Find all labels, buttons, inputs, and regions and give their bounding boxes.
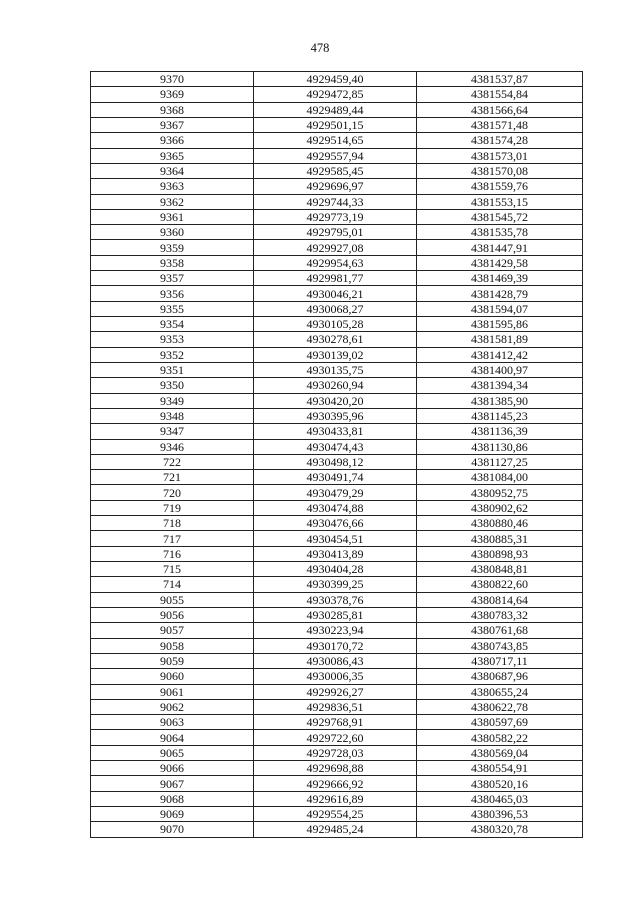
y-coordinate-cell: 4381385,90 — [417, 393, 583, 408]
table-row — [91, 179, 583, 194]
x-coordinate-cell: 4930491,74 — [254, 470, 417, 485]
x-coordinate-cell: 4929768,91 — [254, 715, 417, 730]
x-coordinate-cell: 4930433,81 — [254, 424, 417, 439]
point-number-cell: 9058 — [91, 638, 254, 653]
y-coordinate-cell: 4381573,01 — [417, 148, 583, 163]
y-coordinate-cell: 4380655,24 — [417, 684, 583, 699]
table-row — [91, 807, 583, 822]
point-number-cell: 9348 — [91, 408, 254, 423]
point-number-cell: 720 — [91, 485, 254, 500]
x-coordinate-cell: 4929836,51 — [254, 699, 417, 714]
y-coordinate-cell: 4381400,97 — [417, 362, 583, 377]
table-row — [91, 684, 583, 699]
point-number-cell: 9057 — [91, 623, 254, 638]
point-number-cell: 9354 — [91, 317, 254, 332]
y-coordinate-cell: 4381412,42 — [417, 347, 583, 362]
table-row — [91, 209, 583, 224]
y-coordinate-cell: 4380597,69 — [417, 715, 583, 730]
y-coordinate-cell: 4380885,31 — [417, 531, 583, 546]
y-coordinate-cell: 4380902,62 — [417, 500, 583, 515]
point-number-cell: 9370 — [91, 72, 254, 87]
table-row — [91, 730, 583, 745]
point-number-cell: 9356 — [91, 286, 254, 301]
y-coordinate-cell: 4380520,16 — [417, 776, 583, 791]
x-coordinate-cell: 4930278,61 — [254, 332, 417, 347]
x-coordinate-cell: 4930454,51 — [254, 531, 417, 546]
x-coordinate-cell: 4929514,65 — [254, 133, 417, 148]
point-number-cell: 9065 — [91, 745, 254, 760]
table-row — [91, 715, 583, 730]
y-coordinate-cell: 4381537,87 — [417, 72, 583, 87]
y-coordinate-cell: 4380822,60 — [417, 577, 583, 592]
x-coordinate-cell: 4930135,75 — [254, 362, 417, 377]
point-number-cell: 9358 — [91, 255, 254, 270]
point-number-cell: 9353 — [91, 332, 254, 347]
x-coordinate-cell: 4929698,88 — [254, 761, 417, 776]
y-coordinate-cell: 4381571,48 — [417, 117, 583, 132]
y-coordinate-cell: 4380396,53 — [417, 807, 583, 822]
y-coordinate-cell: 4381594,07 — [417, 301, 583, 316]
point-number-cell: 9355 — [91, 301, 254, 316]
point-number-cell: 9369 — [91, 87, 254, 102]
x-coordinate-cell: 4930498,12 — [254, 454, 417, 469]
point-number-cell: 9366 — [91, 133, 254, 148]
x-coordinate-cell: 4930223,94 — [254, 623, 417, 638]
table-row — [91, 791, 583, 806]
point-number-cell: 719 — [91, 500, 254, 515]
table-row — [91, 516, 583, 531]
table-row — [91, 623, 583, 638]
point-number-cell: 9062 — [91, 699, 254, 714]
x-coordinate-cell: 4929981,77 — [254, 271, 417, 286]
table-row — [91, 500, 583, 515]
table-row — [91, 745, 583, 760]
point-number-cell: 715 — [91, 562, 254, 577]
page-number: 478 — [310, 41, 330, 55]
x-coordinate-cell: 4929501,15 — [254, 117, 417, 132]
table-row — [91, 577, 583, 592]
x-coordinate-cell: 4930068,27 — [254, 301, 417, 316]
x-coordinate-cell: 4929554,25 — [254, 807, 417, 822]
y-coordinate-cell: 4380320,78 — [417, 822, 583, 837]
x-coordinate-cell: 4930139,02 — [254, 347, 417, 362]
x-coordinate-cell: 4929744,33 — [254, 194, 417, 209]
table-row — [91, 255, 583, 270]
table-row — [91, 301, 583, 316]
table-row — [91, 761, 583, 776]
y-coordinate-cell: 4381535,78 — [417, 225, 583, 240]
table-row — [91, 424, 583, 439]
y-coordinate-cell: 4381559,76 — [417, 179, 583, 194]
table-row — [91, 286, 583, 301]
x-coordinate-cell: 4929696,97 — [254, 179, 417, 194]
table-row — [91, 699, 583, 714]
y-coordinate-cell: 4380814,64 — [417, 592, 583, 607]
point-number-cell: 9347 — [91, 424, 254, 439]
x-coordinate-cell: 4929795,01 — [254, 225, 417, 240]
table-row — [91, 485, 583, 500]
point-number-cell: 9066 — [91, 761, 254, 776]
y-coordinate-cell: 4380465,03 — [417, 791, 583, 806]
x-coordinate-cell: 4930260,94 — [254, 378, 417, 393]
y-coordinate-cell: 4380569,04 — [417, 745, 583, 760]
x-coordinate-cell: 4929489,44 — [254, 102, 417, 117]
x-coordinate-cell: 4930105,28 — [254, 317, 417, 332]
table-row — [91, 102, 583, 117]
point-number-cell: 9069 — [91, 807, 254, 822]
y-coordinate-cell: 4380622,78 — [417, 699, 583, 714]
point-number-cell: 9067 — [91, 776, 254, 791]
x-coordinate-cell: 4930399,25 — [254, 577, 417, 592]
y-coordinate-cell: 4381581,89 — [417, 332, 583, 347]
x-coordinate-cell: 4930170,72 — [254, 638, 417, 653]
table-row — [91, 546, 583, 561]
y-coordinate-cell: 4381570,08 — [417, 163, 583, 178]
point-number-cell: 9346 — [91, 439, 254, 454]
y-coordinate-cell: 4381394,34 — [417, 378, 583, 393]
x-coordinate-cell: 4929722,60 — [254, 730, 417, 745]
y-coordinate-cell: 4380848,81 — [417, 562, 583, 577]
table-row — [91, 378, 583, 393]
point-number-cell: 9351 — [91, 362, 254, 377]
table-row — [91, 454, 583, 469]
point-number-cell: 9363 — [91, 179, 254, 194]
x-coordinate-cell: 4929472,85 — [254, 87, 417, 102]
point-number-cell: 9349 — [91, 393, 254, 408]
y-coordinate-cell: 4381595,86 — [417, 317, 583, 332]
x-coordinate-cell: 4929616,89 — [254, 791, 417, 806]
point-number-cell: 9352 — [91, 347, 254, 362]
table-row — [91, 271, 583, 286]
point-number-cell: 9365 — [91, 148, 254, 163]
x-coordinate-cell: 4929728,03 — [254, 745, 417, 760]
point-number-cell: 717 — [91, 531, 254, 546]
y-coordinate-cell: 4380761,68 — [417, 623, 583, 638]
table-row — [91, 148, 583, 163]
y-coordinate-cell: 4380898,93 — [417, 546, 583, 561]
y-coordinate-cell: 4381136,39 — [417, 424, 583, 439]
table-row — [91, 332, 583, 347]
x-coordinate-cell: 4930479,29 — [254, 485, 417, 500]
y-coordinate-cell: 4381145,23 — [417, 408, 583, 423]
point-number-cell: 9055 — [91, 592, 254, 607]
point-number-cell: 9362 — [91, 194, 254, 209]
point-number-cell: 9068 — [91, 791, 254, 806]
table-row — [91, 408, 583, 423]
table-row — [91, 133, 583, 148]
table-row — [91, 72, 583, 87]
point-number-cell: 716 — [91, 546, 254, 561]
y-coordinate-cell: 4380687,96 — [417, 669, 583, 684]
point-number-cell: 9364 — [91, 163, 254, 178]
table-row — [91, 531, 583, 546]
point-number-cell: 9357 — [91, 271, 254, 286]
point-number-cell: 714 — [91, 577, 254, 592]
x-coordinate-cell: 4930474,43 — [254, 439, 417, 454]
table-row — [91, 592, 583, 607]
x-coordinate-cell: 4930404,28 — [254, 562, 417, 577]
point-number-cell: 9056 — [91, 607, 254, 622]
x-coordinate-cell: 4929459,40 — [254, 72, 417, 87]
y-coordinate-cell: 4380717,11 — [417, 653, 583, 668]
table-row — [91, 822, 583, 837]
point-number-cell: 9063 — [91, 715, 254, 730]
table-row — [91, 317, 583, 332]
point-number-cell: 9064 — [91, 730, 254, 745]
table-row — [91, 653, 583, 668]
x-coordinate-cell: 4929666,92 — [254, 776, 417, 791]
y-coordinate-cell: 4381574,28 — [417, 133, 583, 148]
y-coordinate-cell: 4381554,84 — [417, 87, 583, 102]
y-coordinate-cell: 4381566,64 — [417, 102, 583, 117]
y-coordinate-cell: 4381447,91 — [417, 240, 583, 255]
point-number-cell: 9361 — [91, 209, 254, 224]
coordinates-table — [90, 71, 583, 838]
table-row — [91, 470, 583, 485]
y-coordinate-cell: 4381428,79 — [417, 286, 583, 301]
point-number-cell: 9367 — [91, 117, 254, 132]
y-coordinate-cell: 4381469,39 — [417, 271, 583, 286]
x-coordinate-cell: 4930420,20 — [254, 393, 417, 408]
x-coordinate-cell: 4930474,88 — [254, 500, 417, 515]
table-row — [91, 669, 583, 684]
table-row — [91, 347, 583, 362]
x-coordinate-cell: 4930413,89 — [254, 546, 417, 561]
x-coordinate-cell: 4930476,66 — [254, 516, 417, 531]
table-row — [91, 117, 583, 132]
table-row — [91, 776, 583, 791]
y-coordinate-cell: 4380554,91 — [417, 761, 583, 776]
x-coordinate-cell: 4929585,45 — [254, 163, 417, 178]
x-coordinate-cell: 4930378,76 — [254, 592, 417, 607]
point-number-cell: 718 — [91, 516, 254, 531]
x-coordinate-cell: 4930046,21 — [254, 286, 417, 301]
point-number-cell: 9360 — [91, 225, 254, 240]
x-coordinate-cell: 4930006,35 — [254, 669, 417, 684]
point-number-cell: 9059 — [91, 653, 254, 668]
y-coordinate-cell: 4380582,22 — [417, 730, 583, 745]
y-coordinate-cell: 4380952,75 — [417, 485, 583, 500]
table-row — [91, 562, 583, 577]
table-row — [91, 163, 583, 178]
y-coordinate-cell: 4380743,85 — [417, 638, 583, 653]
table-row — [91, 225, 583, 240]
table-row — [91, 393, 583, 408]
table-row — [91, 240, 583, 255]
table-row — [91, 87, 583, 102]
table-row — [91, 638, 583, 653]
table-row — [91, 362, 583, 377]
x-coordinate-cell: 4929773,19 — [254, 209, 417, 224]
x-coordinate-cell: 4929557,94 — [254, 148, 417, 163]
point-number-cell: 9060 — [91, 669, 254, 684]
point-number-cell: 9350 — [91, 378, 254, 393]
y-coordinate-cell: 4381429,58 — [417, 255, 583, 270]
table-row — [91, 439, 583, 454]
point-number-cell: 722 — [91, 454, 254, 469]
table-row — [91, 607, 583, 622]
y-coordinate-cell: 4381127,25 — [417, 454, 583, 469]
y-coordinate-cell: 4381130,86 — [417, 439, 583, 454]
x-coordinate-cell: 4929954,63 — [254, 255, 417, 270]
point-number-cell: 721 — [91, 470, 254, 485]
x-coordinate-cell: 4929927,08 — [254, 240, 417, 255]
point-number-cell: 9061 — [91, 684, 254, 699]
y-coordinate-cell: 4380783,32 — [417, 607, 583, 622]
point-number-cell: 9070 — [91, 822, 254, 837]
x-coordinate-cell: 4930285,81 — [254, 607, 417, 622]
y-coordinate-cell: 4380880,46 — [417, 516, 583, 531]
point-number-cell: 9359 — [91, 240, 254, 255]
y-coordinate-cell: 4381084,00 — [417, 470, 583, 485]
x-coordinate-cell: 4930086,43 — [254, 653, 417, 668]
x-coordinate-cell: 4930395,96 — [254, 408, 417, 423]
y-coordinate-cell: 4381553,15 — [417, 194, 583, 209]
coordinates-table-body — [91, 72, 583, 838]
point-number-cell: 9368 — [91, 102, 254, 117]
x-coordinate-cell: 4929926,27 — [254, 684, 417, 699]
y-coordinate-cell: 4381545,72 — [417, 209, 583, 224]
table-row — [91, 194, 583, 209]
x-coordinate-cell: 4929485,24 — [254, 822, 417, 837]
